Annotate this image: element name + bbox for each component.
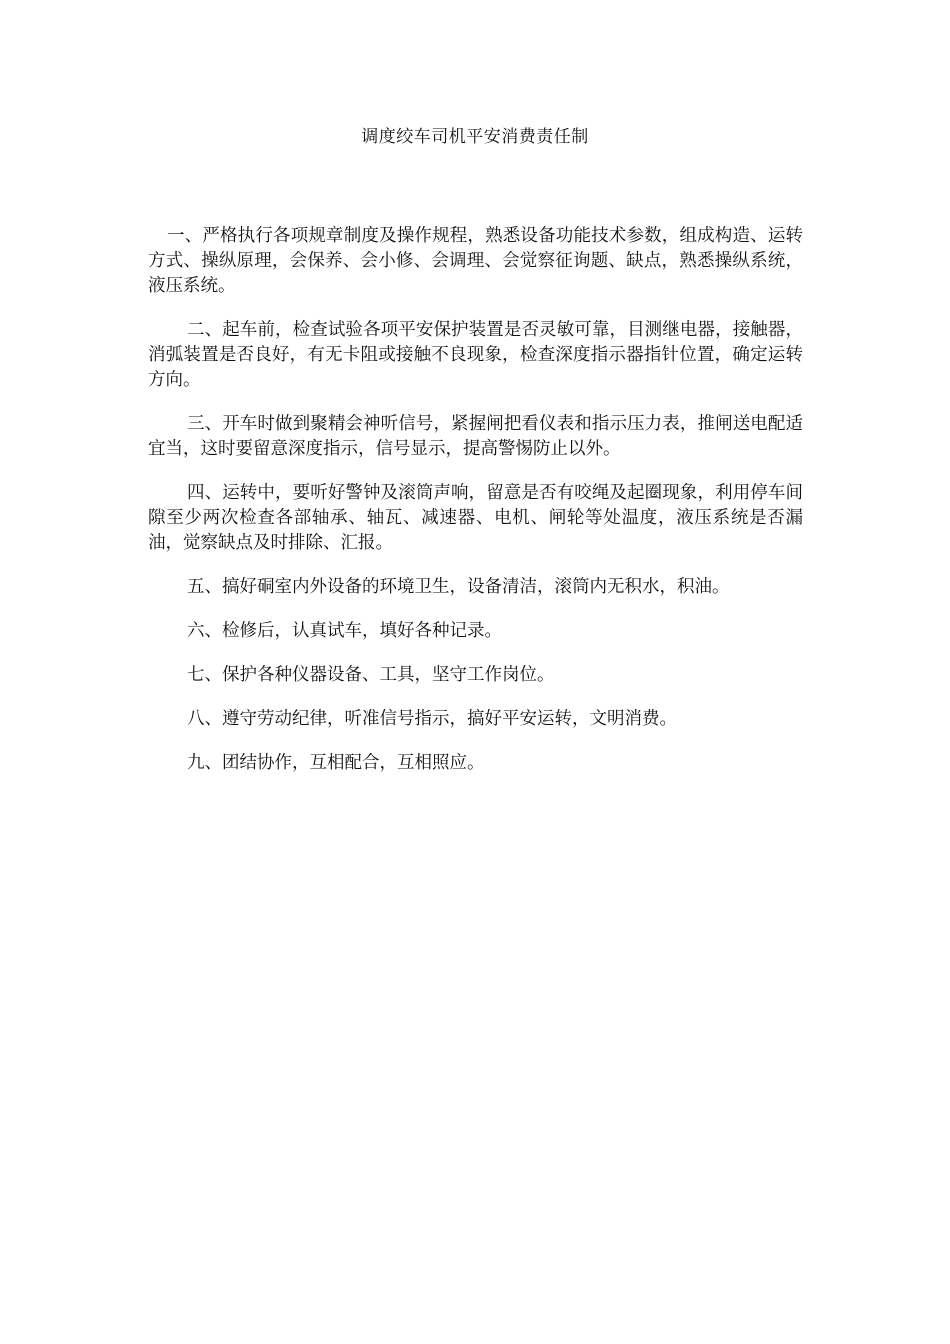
document-title: 调度绞车司机平安消费责任制 — [361, 127, 589, 147]
paragraph-9: 九、团结协作，互相配合，互相照应。 — [187, 753, 485, 773]
paragraph-6: 六、检修后，认真试车，填好各种记录。 — [187, 621, 502, 641]
paragraph-4: 四、运转中，要听好警钟及滚筒声响，留意是否有咬绳及起圈现象，利用停车间隙至少两次检查各部轴承、轴瓦、减速器、电机、闸轮等处温度，液压系统是否漏油，觉察缺点及时排除、汇报。 — [148, 483, 803, 553]
paragraph-3: 三、开车时做到聚精会神听信号，紧握闸把看仪表和指示压力表，推闸送电配适宜当，这时要留意深度指示，信号显示，提高警惕防止以外。 — [148, 414, 803, 459]
paragraph-1: 一、严格执行各项规章制度及操作规程，熟悉设备功能技术参数，组成构造、运转方式、操纵原理，会保养、会小修、会调理、会觉察征询题、缺点，熟悉操纵系统，液压系统。 — [148, 226, 803, 296]
paragraph-2: 二、起车前，检查试验各项平安保护装置是否灵敏可靠，目测继电器，接触器，消弧装置是否良好，有无卡阻或接触不良现象，检查深度指示器指针位置，确定运转方向。 — [148, 320, 803, 390]
paragraph-7: 七、保护各种仪器设备、工具，坚守工作岗位。 — [187, 665, 555, 685]
document-body — [148, 224, 803, 795]
paragraph-5: 五、搞好硐室内外设备的环境卫生，设备清洁，滚筒内无积水，积油。 — [187, 577, 730, 597]
paragraph-8: 八、遵守劳动纪律，听准信号指示，搞好平安运转，文明消费。 — [187, 709, 677, 729]
